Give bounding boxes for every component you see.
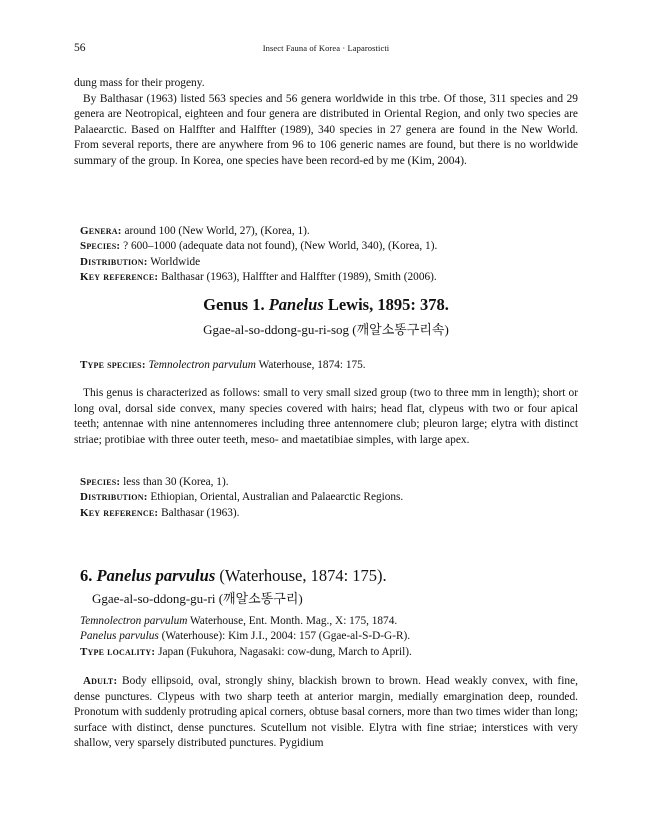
distribution-line: Distribution: Worldwide [80,255,201,268]
synonym-1-reference: Waterhouse, Ent. Month. Mag., X: 175, 1874. [190,615,398,627]
species-korean-name: Ggae-al-so-ddong-gu-ri (깨알소똥구리) [92,591,303,606]
adult-text: Body ellipsoid, oval, strongly shiny, blackish brown to brown. Head weakly convex, with fine, dense punctures. Clypeus with two sharp teeth at anterior margin, medially emargination deep, rounded. Pronotum with suddenly protruding apical corners, obtuse basal corners, more than two times wider than long; surface with distinct, dense punctures. Scutellum not visible. Elytra with fine striae; interstices with very shallow, very sparsely distributed punctures. Pygidium [74,675,578,750]
running-title: Insect Fauna of Korea · Laparosticti [262,43,390,53]
species-label: Species [80,240,117,253]
genus-description-text: This genus is characterized as follows: small to very small sized group (two to three mm in length); short or long oval, dorsal side convex, many species covered with hairs; head flat, clypeus with two or four apical teeth; antennae with nine antennomeres including three antennomere club; pleuron large; elytra with distinct striae; protibiae with three outer teeth, meso- and maetatibiae simples, with large apex. [74,387,578,446]
tribe-meta [80,224,580,286]
species-value: ? 600–1000 (adequate data not found), (New World, 340), (Korea, 1). [123,240,438,253]
genus-korean-name: Ggae-al-so-ddong-gu-ri-sog (깨알소똥구리속) [203,322,449,337]
type-species-line: Type species: Temnolectron parvulum Waterhouse, 1874: 175. [80,359,366,371]
key-reference-value: Balthasar (1963), Halffter and Halffter (1989), Smith (2006). [161,271,437,284]
page-header [74,42,578,58]
genus-distribution-label: Distribution [80,491,144,504]
genus-keyref-label: Key reference [80,506,155,519]
key-reference-label: Key reference [80,271,155,284]
genera-line: Genera: around 100 (New World, 27), (Korea, 1). [80,225,310,237]
genus-heading [74,295,578,315]
species-number: 6. [80,566,93,585]
distribution-label: Distribution [80,255,144,268]
species-heading [80,566,580,586]
species-name: Panelus parvulus [96,566,216,585]
synonym-2-reference: (Waterhouse): Kim J.I., 2004: 157 (Ggae-al-S-D-G-R). [161,630,411,643]
genera-label: Genera [80,225,118,237]
synonym-2-name: Panelus parvulus [80,630,159,643]
genus-author: Lewis, 1895: 378. [323,295,449,314]
genus-distribution-value: Ethiopian, Oriental, Australian and Palaearctic Regions. [150,491,404,504]
synonym-1-name: Temnolectron parvulum [80,615,188,627]
type-locality-value: Japan (Fukuhora, Nagasaki: cow-dung, March to April). [158,645,412,658]
species-line: Species: ? 600–1000 (adequate data not found), (New World, 340), (Korea, 1). [80,240,438,253]
genus-species-label: Species [80,476,117,488]
adult-description: Adult: Body ellipsoid, oval, strongly shiny, blackish brown to brown. Head weakly convex, with fine, dense punctures. Clypeus with two sharp teeth at anterior margin, medially emargination deep, rounded. Pronotum with suddenly protruding apical corners, obtuse basal corners, more than two times wider than long; surface with distinct, dense punctures. Scutellum not visible. Elytra with fine striae; interstices with very shallow, very sparsely distributed punctures. Pygidium [74,675,578,750]
genus-keyref-value: Balthasar (1963). [161,506,240,519]
intro-paragraph: By Balthasar (1963) listed 563 species and 56 genera worldwide in this trbe. Of those, 311 species and 29 genera are Neotropical, eighteen and four genera are distributed in Oriental Region, and only two species are Palaearctic. Based on Halffter and Halffter (1989), 340 species in 27 genera are found in the New World. From several reports, there are anywhere from 96 to 106 generic names are found, but there is no worldwide summary of the group. In Korea, one species have been record-ed by me (Kim, 2004). [74,92,578,167]
genus-prefix: Genus 1. [203,295,269,314]
intro-text [74,76,578,170]
distribution-value: Worldwide [150,255,201,268]
genus-species-value: less than 30 (Korea, 1). [123,476,229,488]
genus-name: Panelus [268,295,324,314]
genus-meta: Species: less than 30 (Korea, 1). Distribution: Ethiopian, Oriental, Australian and Palaearctic Regions. Key reference: Balthasar (1963). [80,476,404,519]
genus-description [74,386,578,448]
genera-value: around 100 (New World, 27), (Korea, 1). [124,225,310,237]
type-species-label: Type species [80,359,142,371]
intro-line: dung mass for their progeny. [74,77,205,89]
page-number: 56 [74,42,86,54]
type-species-name: Temnolectron parvulum [148,359,256,371]
key-reference-line: Key reference: Balthasar (1963), Halffter and Halffter (1989), Smith (2006). [80,271,437,284]
type-locality-label: Type locality [80,645,152,658]
species-synonymy: Temnolectron parvulum Waterhouse, Ent. Month. Mag., X: 175, 1874. Panelus parvulus (Waterhouse): Kim J.I., 2004: 157 (Ggae-al-S-D-G-R). Type locality: Japan (Fukuhora, Nagasaki: cow-dung, March to April). [80,615,412,658]
type-species-author: Waterhouse, 1874: 175. [258,359,366,371]
adult-label: Adult [83,675,114,687]
species-author: (Waterhouse, 1874: 175). [215,566,387,585]
